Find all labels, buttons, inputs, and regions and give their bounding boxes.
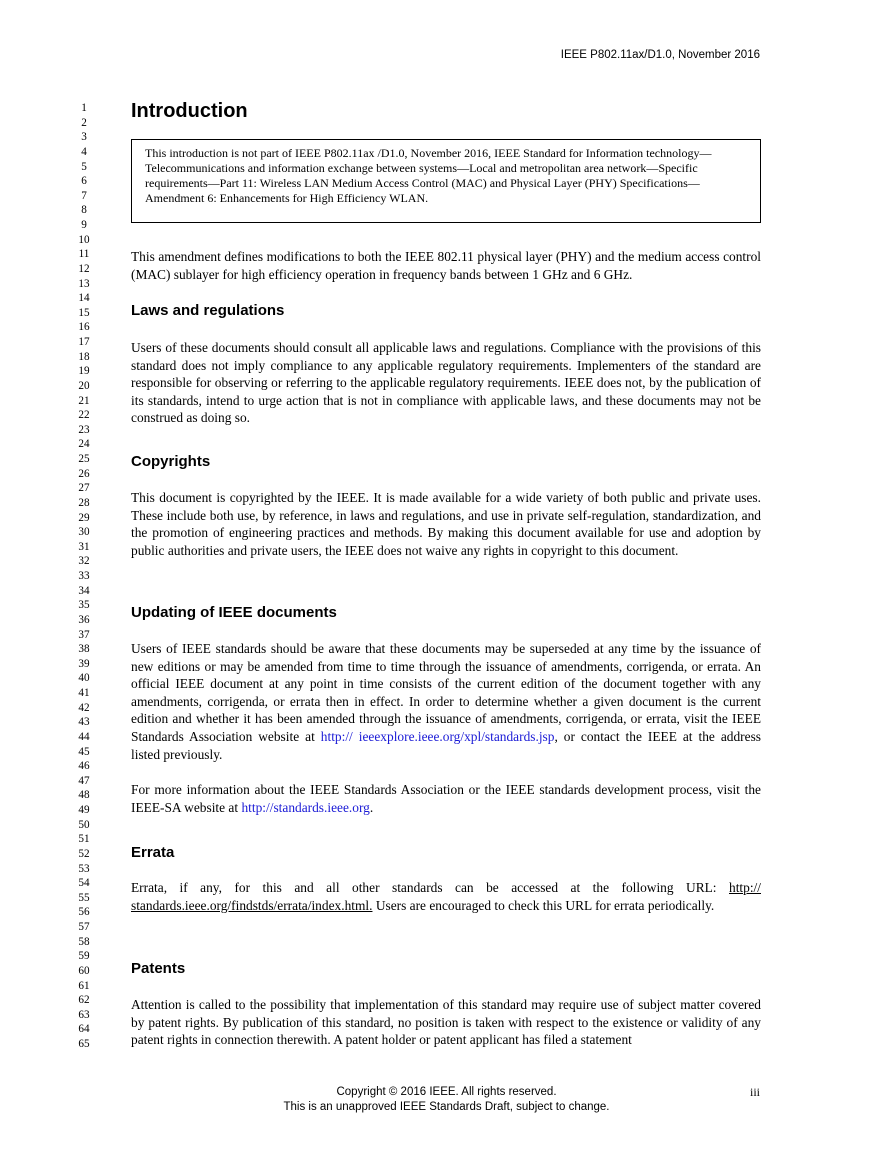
line-number: 59: [78, 950, 90, 963]
line-number: 17: [78, 336, 90, 348]
line-number: 65: [78, 1038, 90, 1050]
line-number: 42: [78, 701, 90, 714]
errata-paragraph: [131, 879, 761, 914]
page-number: iii: [749, 1085, 760, 1099]
more-info-paragraph: [131, 781, 761, 816]
copyrights-paragraph: This document is copyrighted by the IEEE. It is made available for a wide variety of both public and private uses. These include both use, by reference, in laws and regulations, and use in private self-regulation, standardization, and the promotion of engineering practices and methods. By making this document available for use and adoption by public authorities and private users, the IEEE does not waive any rights in copyright to this document.: [131, 490, 761, 558]
line-number: 45: [78, 745, 90, 758]
line-number: 31: [78, 540, 90, 553]
line-number: 32: [78, 555, 90, 568]
line-number: 56: [78, 906, 90, 919]
more-info-text-2: .: [369, 799, 374, 815]
line-number: 18: [78, 350, 90, 363]
line-number: 13: [78, 277, 90, 290]
page-title: Introduction: [131, 100, 248, 122]
updating-text-1: Users of IEEE standards should be aware that these documents may be superseded at any time by the issuance of new editions or may be amended from time to time through the issuance of amendments, corrigenda, or errata. An official IEEE document at any point in time consists of the current edition of the document together with any amendments, corrigenda, or errata then in effect. In order to determine whether a given document is the current edition and whether it has been amended through the issuance of amendments, corrigenda, or errata, visit the IEEE Standards Association website at: [131, 641, 761, 744]
line-number: 6: [81, 175, 87, 188]
line-number: 49: [78, 804, 90, 816]
footer-draft-notice: This is an unapproved IEEE Standards Draft, subject to change.: [283, 1101, 610, 1113]
line-number: 36: [78, 613, 90, 626]
line-number: 48: [78, 789, 90, 802]
footer-copyright: Copyright © 2016 IEEE. All rights reserved.: [336, 1086, 557, 1098]
line-number: 16: [78, 321, 90, 334]
intro-notice-box: This introduction is not part of IEEE P802.11ax /D1.0, November 2016, IEEE Standard for Information technology—Telecommunications and information exchange between systems—Local and metropolitan area network—Specific requirements—Part 11: Wireless LAN Medium Access Control (MAC) and Physical Layer (PHY) Specifications—Amendment 6: Enhancements for High Efficiency WLAN.: [131, 139, 761, 223]
line-number: 38: [78, 643, 90, 656]
line-number: 47: [78, 774, 90, 787]
line-number: 62: [78, 994, 90, 1007]
errata-text-2: Users are encouraged to check this URL for errata periodically.: [372, 897, 715, 913]
line-number: 58: [78, 935, 90, 948]
line-number: 3: [81, 131, 87, 144]
line-number: 1: [81, 102, 87, 114]
line-number: 8: [81, 204, 87, 217]
line-number: 57: [78, 921, 90, 933]
line-number: 22: [78, 409, 90, 422]
line-number: 9: [81, 219, 87, 231]
line-number: 20: [78, 379, 90, 392]
line-number: 55: [78, 891, 90, 904]
line-number: 2: [81, 116, 87, 129]
line-number: 44: [78, 730, 90, 743]
page-footer: [0, 1085, 893, 1115]
updating-text-2: , or contact the IEEE at the address listed previously.: [131, 728, 761, 762]
line-number: 60: [78, 964, 90, 977]
line-number: 34: [78, 584, 90, 597]
line-number: 64: [78, 1023, 90, 1036]
page-header: IEEE P802.11ax/D1.0, November 2016: [560, 49, 760, 61]
line-number: 25: [78, 453, 90, 465]
line-number: 26: [78, 467, 90, 480]
line-number: 50: [78, 818, 90, 831]
line-number: 23: [78, 423, 90, 436]
laws-paragraph: Users of these documents should consult all applicable laws and regulations. Compliance with the provisions of this standard does not imply compliance to any applicable regulatory requirements. Implementers of the standard are responsible for observing or referring to the applicable regulatory requirements. IEEE does not, by the publication of its standards, intend to urge action that is not in compliance with applicable laws, and these documents may not be construed as doing so.: [131, 340, 761, 426]
line-number: 27: [78, 482, 90, 495]
line-number: 37: [78, 628, 90, 641]
updating-paragraph: [131, 640, 761, 763]
line-number: 4: [81, 145, 87, 158]
line-number: 51: [78, 833, 90, 846]
line-number: 24: [78, 438, 90, 451]
line-number: 33: [78, 570, 90, 582]
errata-heading: Errata: [131, 844, 175, 861]
ieee-sa-link[interactable]: http://standards.ieee.org: [241, 799, 370, 815]
errata-text-1: Errata, if any, for this and all other standards can be accessed at the following URL:: [131, 880, 729, 895]
line-number: 12: [78, 262, 90, 275]
standards-jsp-link[interactable]: http:// ieeexplore.ieee.org/xpl/standards.jsp: [320, 728, 555, 744]
line-number: 7: [81, 189, 87, 202]
line-number: 39: [78, 657, 90, 670]
patents-paragraph: Attention is called to the possibility that implementation of this standard may require use of subject matter covered by patent rights. By publication of this standard, no position is taken with respect to the existence or validity of any patent rights in connection therewith. A patent holder or patent applicant has filed a statement: [131, 997, 761, 1048]
line-number: 14: [78, 292, 90, 305]
line-number: 54: [78, 877, 90, 890]
patents-heading: Patents: [131, 960, 186, 977]
line-number: 41: [78, 687, 90, 699]
line-number: 30: [78, 526, 90, 539]
line-number: 40: [78, 672, 90, 685]
errata-link[interactable]: http:// standards.ieee.org/findstds/errata/index.html.: [131, 880, 761, 913]
updating-heading: Updating of IEEE documents: [131, 604, 337, 621]
more-info-text-1: For more information about the IEEE Standards Association or the IEEE standards development process, visit the IEEE-SA website at: [131, 782, 761, 815]
copyrights-heading: Copyrights: [131, 453, 211, 470]
line-number: 5: [81, 160, 87, 173]
line-number: 63: [78, 1008, 90, 1021]
line-number: 21: [78, 394, 90, 407]
line-number: 19: [78, 365, 90, 378]
line-number: 28: [78, 496, 90, 509]
line-number: 43: [78, 716, 90, 729]
line-number: 46: [78, 760, 90, 773]
line-number: 11: [78, 248, 90, 261]
line-number: 52: [78, 847, 90, 860]
line-number: 10: [78, 233, 90, 246]
line-number: 15: [78, 306, 90, 319]
amendment-paragraph: This amendment defines modifications to both the IEEE 802.11 physical layer (PHY) and the medium access control (MAC) sublayer for high efficiency operation in frequency bands between 1 GHz and 6 GHz.: [131, 249, 761, 282]
line-number: 29: [78, 511, 90, 524]
line-number: 61: [78, 979, 90, 992]
laws-heading: Laws and regulations: [131, 302, 285, 319]
line-numbers: [62, 101, 106, 1052]
line-number: 35: [78, 599, 90, 612]
line-number: 53: [78, 862, 90, 875]
